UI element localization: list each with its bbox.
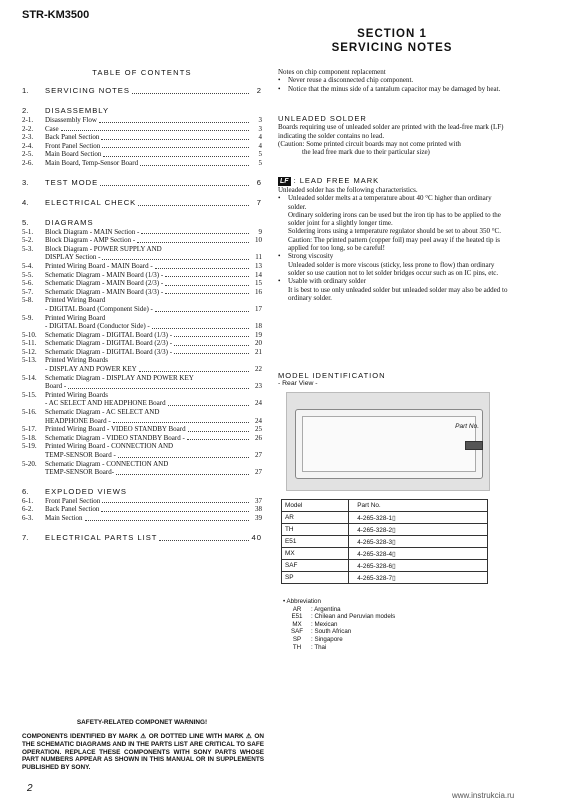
- toc-label: - DIGITAL Board (Conductor Side) -: [45, 322, 150, 331]
- abbreviation-item: [283, 628, 395, 636]
- toc-entry[interactable]: [22, 460, 262, 469]
- section-number: SECTION 1: [357, 28, 427, 40]
- toc-entry[interactable]: [22, 125, 262, 134]
- part-number-label-sticker: [465, 441, 483, 450]
- toc-entry[interactable]: [22, 434, 262, 443]
- toc-entry[interactable]: [22, 391, 262, 400]
- lf-title: : LEAD FREE MARK: [293, 176, 380, 186]
- toc-entry[interactable]: [22, 296, 262, 305]
- toc-number: 5-19.: [22, 442, 37, 451]
- toc-label: Board -: [45, 382, 67, 391]
- toc-leader: [101, 511, 249, 512]
- bullet: •: [278, 277, 281, 286]
- toc-page: 17: [255, 304, 262, 313]
- lf-mark-icon: LF: [280, 178, 289, 185]
- toc-number: 5-8.: [22, 296, 34, 305]
- toc-entry-continuation[interactable]: [22, 253, 262, 262]
- toc-page: 21: [255, 347, 262, 356]
- toc-entry[interactable]: [22, 408, 262, 417]
- toc-page: 40: [251, 532, 262, 542]
- model-part-table: [281, 499, 488, 584]
- toc-label: TEMP-SENSOR Board -: [45, 451, 116, 459]
- abbreviation-meaning: : Thai: [311, 643, 327, 651]
- chip-notes: [278, 68, 508, 93]
- chip-note-1: Never reuse a disconnected chip component.: [288, 76, 414, 85]
- toc-leader: [165, 293, 249, 294]
- toc-leader: [141, 233, 249, 234]
- toc-entry-continuation[interactable]: [22, 417, 262, 426]
- toc-leader: [165, 276, 249, 277]
- toc-number: 5-14.: [22, 373, 37, 382]
- table-row: [282, 536, 488, 548]
- toc-leader: [174, 336, 249, 337]
- toc-page: 27: [255, 451, 262, 459]
- toc-page: 13: [255, 261, 262, 270]
- toc-entry[interactable]: [22, 279, 262, 288]
- toc-leader: [102, 259, 249, 260]
- part-number-cell: 4-265-328-3▯: [349, 536, 488, 548]
- toc-entry[interactable]: [22, 348, 262, 357]
- toc-leader: [155, 268, 249, 269]
- toc-label: Main Board, Temp-Sensor Board: [45, 158, 139, 167]
- toc-leader: [103, 156, 249, 157]
- abbreviation-code: AR: [292, 605, 302, 613]
- toc-heading-disassembly: [22, 106, 262, 116]
- toc-label: Schematic Diagram - MAIN Board (3/3) -: [45, 287, 164, 296]
- model-identification: [278, 372, 508, 389]
- toc-leader: [152, 328, 249, 329]
- toc-page: 22: [255, 365, 262, 374]
- toc-entry-continuation[interactable]: [22, 365, 262, 374]
- lf-point-2a: Unleaded solder is more viscous (sticky, less prone to flow) than ordinary solder so use caution not to let solder bridges occur such as on IC pins, etc.: [288, 260, 499, 277]
- toc-number: 7.: [22, 532, 29, 542]
- toc-entry[interactable]: [22, 159, 262, 168]
- part-number-cell: 4-265-328-1▯: [349, 512, 488, 524]
- toc-entry[interactable]: [22, 288, 262, 297]
- toc-page: 25: [255, 425, 262, 434]
- toc-number: 2-4.: [22, 141, 34, 150]
- toc-page: 24: [255, 399, 262, 408]
- toc-page: 38: [255, 505, 262, 514]
- abbreviation-code: SAF: [290, 628, 304, 636]
- toc-heading-diagrams: [22, 218, 262, 228]
- unleaded-solder-section: [278, 115, 508, 156]
- toc-entry-continuation[interactable]: [22, 322, 262, 331]
- toc-page: 3: [258, 116, 262, 124]
- toc-number: 5-5.: [22, 270, 34, 279]
- toc-page: 4: [258, 141, 262, 150]
- abbreviation-title: • Abbreviation: [283, 598, 321, 605]
- model-cell: E51: [282, 536, 349, 548]
- toc-label: Back Panel Section: [45, 133, 100, 142]
- model-cell: MX: [282, 548, 349, 560]
- toc-number: 5-15.: [22, 390, 37, 399]
- toc-page: 7: [256, 197, 262, 207]
- toc-label: Case: [45, 124, 59, 133]
- model-cell: SAF: [282, 560, 349, 572]
- toc-entry[interactable]: [22, 331, 262, 340]
- toc-number: 1.: [22, 86, 29, 95]
- toc-label: TEST MODE: [45, 177, 99, 187]
- toc-label: ELECTRICAL CHECK: [45, 197, 137, 207]
- toc-label: Front Panel Section: [45, 496, 101, 505]
- col-part-no: Part No.: [349, 500, 488, 512]
- toc-label: Block Diagram - AMP Section -: [45, 236, 136, 245]
- toc-number: 2-6.: [22, 158, 34, 167]
- toc-entry[interactable]: [22, 262, 262, 271]
- toc-leader: [102, 147, 249, 148]
- toc-number: 5-11.: [22, 339, 37, 348]
- toc-entry[interactable]: [22, 514, 262, 523]
- unleaded-caution-2: the lead free mark due to their particular size): [302, 148, 430, 157]
- toc-number: 5-18.: [22, 433, 37, 442]
- toc-page: 9: [258, 227, 262, 236]
- toc-label: Printed Wiring Board: [45, 313, 106, 322]
- toc-leader: [188, 431, 249, 432]
- toc-leader: [99, 122, 249, 123]
- toc-leader: [85, 520, 249, 521]
- abbreviation-item: [283, 613, 395, 621]
- toc-entry[interactable]: [22, 374, 262, 383]
- lf-intro: Unleaded solder has the following characteristics.: [278, 186, 418, 194]
- abbreviation-meaning: : Argentina: [311, 605, 341, 613]
- toc-label: Main Section: [45, 513, 83, 522]
- lf-point-1: Unleaded solder melts at a temperature about 40 °C higher than ordinary solder.: [288, 194, 492, 211]
- toc-page: 5: [258, 158, 262, 167]
- table-row: [282, 548, 488, 560]
- toc-entry[interactable]: [22, 133, 262, 142]
- abbreviation-meaning: : Mexican: [311, 620, 338, 628]
- abbreviation-meaning: : Singapore: [311, 635, 343, 643]
- toc-leader: [61, 130, 249, 131]
- abbreviation-item: [283, 621, 395, 629]
- abbreviation-item: [283, 636, 395, 644]
- toc-leader: [116, 474, 249, 475]
- toc-disassembly-list: [22, 116, 262, 168]
- toc-number: 5-6.: [22, 279, 34, 288]
- toc-number: 5-17.: [22, 425, 37, 434]
- toc-number: 5-1.: [22, 227, 34, 236]
- toc-number: 6-3.: [22, 513, 34, 522]
- toc-leader: [138, 205, 249, 206]
- toc-entry-continuation[interactable]: [22, 382, 262, 391]
- toc-number: 4.: [22, 197, 29, 207]
- toc-leader: [101, 139, 249, 140]
- abbreviation-code: SP: [292, 635, 302, 643]
- toc-entry-continuation[interactable]: [22, 305, 262, 314]
- table-row: [282, 572, 488, 584]
- toc-label: Schematic Diagram - AC SELECT AND: [45, 408, 160, 417]
- model-cell: TH: [282, 524, 349, 536]
- toc-label: Schematic Diagram - DIGITAL Board (2/3) -: [45, 339, 173, 348]
- toc-label: TEMP-SENSOR Board-: [45, 468, 115, 477]
- lf-point-2: Strong viscosity: [288, 252, 334, 261]
- lf-point-3a: It is best to use only unleaded solder but unleaded solder may also be added to ordinary solder.: [288, 285, 508, 302]
- toc-page: 18: [255, 322, 262, 331]
- table-row: [282, 560, 488, 572]
- toc-number: 5-16.: [22, 408, 37, 417]
- part-number-cell: 4-265-328-4▯: [349, 548, 488, 560]
- abbreviation-meaning: : Chilean and Peruvian models: [311, 613, 396, 621]
- toc-page: 24: [255, 416, 262, 425]
- toc-label: Printed Wiring Board - MAIN Board -: [45, 261, 153, 270]
- toc-number: 5-12.: [22, 347, 37, 356]
- toc-page: 26: [255, 433, 262, 442]
- toc-number: 5-7.: [22, 287, 34, 296]
- unit-rear-panel: [295, 409, 483, 479]
- toc-page: 6: [256, 177, 262, 187]
- toc-number: 2-5.: [22, 150, 34, 159]
- table-row: [282, 524, 488, 536]
- toc-leader: [165, 285, 249, 286]
- rear-view-photo: [286, 392, 490, 491]
- part-number-cell: 4-265-328-2▯: [349, 524, 488, 536]
- toc-entry[interactable]: [22, 116, 262, 125]
- abbreviation-list: [283, 598, 395, 651]
- toc-page: 4: [258, 133, 262, 142]
- toc-label: Schematic Diagram - CONNECTION AND: [45, 459, 169, 468]
- toc-label: - AC SELECT AND HEADPHONE Board: [45, 399, 166, 408]
- toc-label: Printed Wiring Board - CONNECTION AND: [45, 442, 174, 451]
- toc-entry-electrical-check[interactable]: [22, 198, 262, 208]
- watermark-link[interactable]: www.instrukcia.ru: [452, 791, 515, 800]
- toc-entry[interactable]: [22, 425, 262, 434]
- lead-free-section: [278, 177, 508, 302]
- toc-label: Schematic Diagram - DIGITAL Board (3/3) -: [45, 347, 173, 356]
- toc-number: 5-13.: [22, 356, 37, 365]
- toc-page: 5: [258, 150, 262, 159]
- toc-page: 15: [255, 279, 262, 288]
- unleaded-title: UNLEADED SOLDER: [278, 114, 367, 123]
- toc-label: Block Diagram - MAIN Section -: [45, 227, 140, 236]
- toc-entry[interactable]: [22, 245, 262, 254]
- toc-label: Schematic Diagram - MAIN Board (2/3) -: [45, 279, 164, 288]
- toc-page: 2: [256, 86, 262, 95]
- section-title: SERVICING NOTES: [331, 42, 453, 54]
- toc-label: Front Panel Section: [45, 141, 101, 150]
- toc-leader: [155, 311, 249, 312]
- part-number-cell: 4-265-328-7▯: [349, 572, 488, 584]
- toc-entry[interactable]: [22, 442, 262, 451]
- toc-leader: [187, 439, 249, 440]
- toc-label: Schematic Diagram - VIDEO STANDBY Board -: [45, 433, 185, 442]
- toc-page: 27: [255, 468, 262, 477]
- toc-number: 3.: [22, 177, 29, 187]
- table-header-row: [282, 500, 488, 512]
- chip-notes-title: Notes on chip component replacement: [278, 68, 386, 76]
- toc-leader: [174, 353, 249, 354]
- toc-label: ELECTRICAL PARTS LIST: [45, 532, 158, 542]
- toc-number: 5-10.: [22, 330, 37, 339]
- toc-label: DISASSEMBLY: [45, 106, 110, 115]
- toc-number: 6.: [22, 486, 29, 496]
- toc-page: 10: [255, 236, 262, 245]
- toc-entry-continuation[interactable]: [22, 451, 262, 460]
- toc-number: 2-3.: [22, 133, 34, 142]
- safety-warning-body: COMPONENTS IDENTIFIED BY MARK ⚠ OR DOTTED LINE WITH MARK ⚠ ON THE SCHEMATIC DIAGRAMS AND IN THE PARTS LIST ARE CRITICAL TO SAFE OPERATION. REPLACE THESE COMPONENTS WITH SONY PARTS WHOSE PART NUMBERS APPEAR AS SHOWN IN THIS MANUAL OR IN SUPPLEMENTS PUBLISHED BY SONY.: [22, 733, 264, 772]
- chip-note-2: Notice that the minus side of a tantalum capacitor may be damaged by heat.: [288, 84, 501, 93]
- unleaded-body: Boards requiring use of unleaded solder are printed with the lead-free mark (LF) indicating the solder contains no lead.: [278, 123, 504, 140]
- toc-label: Printed Wiring Board: [45, 296, 106, 305]
- toc-number: 2-1.: [22, 116, 34, 124]
- toc-leader: [100, 185, 249, 186]
- toc-page: 39: [255, 513, 262, 522]
- toc-entry-continuation[interactable]: [22, 399, 262, 408]
- toc-label: Printed Wiring Boards: [45, 356, 108, 365]
- toc-entry[interactable]: [22, 505, 262, 514]
- toc-number: 6-2.: [22, 505, 34, 514]
- model-id-title: MODEL IDENTIFICATION: [278, 371, 386, 380]
- toc-label: Block Diagram - POWER SUPPLY AND: [45, 244, 162, 253]
- toc-page: 37: [255, 496, 262, 505]
- toc-page: 19: [255, 330, 262, 339]
- toc-label: Main Board Section: [45, 150, 102, 159]
- bullet: •: [278, 76, 281, 85]
- toc-label: SERVICING NOTES: [45, 86, 130, 95]
- toc-label: DISPLAY Section -: [45, 253, 101, 262]
- abbreviation-code: E51: [291, 613, 303, 621]
- toc-diagrams-list: [22, 228, 262, 477]
- part-number-callout: Part No.: [455, 423, 479, 430]
- toc-page: 14: [255, 270, 262, 279]
- toc-label: Disassembly Flow: [45, 116, 97, 124]
- abbreviation-item: [283, 606, 395, 614]
- toc-number: 5.: [22, 217, 29, 227]
- toc-label: Back Panel Section: [45, 505, 100, 514]
- toc-label: Printed Wiring Boards: [45, 390, 108, 399]
- model-cell: SP: [282, 572, 349, 584]
- toc-leader: [113, 422, 249, 423]
- lf-point-1b: Soldering irons using a temperature regulator should be set to about 350 °C.: [288, 227, 501, 236]
- toc-entry[interactable]: [22, 150, 262, 159]
- toc-number: 5-20.: [22, 459, 37, 468]
- toc-number: 5-4.: [22, 261, 34, 270]
- abbreviation-code: MX: [292, 620, 302, 628]
- toc-leader: [132, 93, 249, 94]
- toc-number: 5-3.: [22, 244, 34, 253]
- toc-leader: [174, 345, 249, 346]
- safety-warning-title: SAFETY-RELATED COMPONET WARNING!: [76, 719, 208, 726]
- toc-exploded-list: [22, 497, 262, 523]
- toc-entry-servicing-notes[interactable]: [22, 86, 262, 96]
- toc-number: 5-2.: [22, 236, 34, 245]
- bullet: •: [278, 84, 281, 93]
- toc-number: 6-1.: [22, 496, 34, 505]
- toc-entry[interactable]: [22, 142, 262, 151]
- model-id-view: - Rear View -: [278, 380, 318, 388]
- toc-entry[interactable]: [22, 314, 262, 323]
- toc-leader: [118, 457, 249, 458]
- toc-label: EXPLODED VIEWS: [45, 486, 127, 496]
- bullet: •: [278, 194, 281, 203]
- toc-entry[interactable]: [22, 271, 262, 280]
- toc-label: Schematic Diagram - DIGITAL Board (1/3) -: [45, 330, 173, 339]
- lf-point-1c: Caution: The printed pattern (copper foil) may peel away if the heated tip is applied for too long, so be careful!: [288, 235, 500, 253]
- toc-entry[interactable]: [22, 356, 262, 365]
- toc-number: 2-2.: [22, 124, 34, 133]
- table-row: [282, 512, 488, 524]
- toc-leader: [139, 371, 249, 372]
- toc-label: Schematic Diagram - DISPLAY AND POWER KEY: [45, 373, 194, 382]
- table-of-contents: [22, 86, 262, 543]
- toc-leader: [168, 405, 249, 406]
- toc-label: Printed Wiring Board - VIDEO STANDBY Board: [45, 425, 186, 434]
- toc-label: - DIGITAL Board (Component Side) -: [45, 304, 153, 313]
- toc-page: 11: [255, 253, 262, 262]
- toc-label: HEADPHONE Board -: [45, 416, 111, 425]
- toc-entry[interactable]: [22, 497, 262, 506]
- toc-label: DIAGRAMS: [45, 217, 94, 227]
- toc-label: - DISPLAY AND POWER KEY: [45, 365, 137, 374]
- toc-leader: [137, 242, 249, 243]
- unleaded-caution-1: (Caution: Some printed circuit boards may not come printed with: [278, 139, 461, 148]
- toc-page: 3: [258, 124, 262, 133]
- abbreviation-item: [283, 644, 395, 652]
- model-header: STR-KM3500: [22, 9, 90, 21]
- toc-number: 5-9.: [22, 313, 34, 322]
- toc-entry[interactable]: [22, 228, 262, 237]
- toc-entry-parts-list[interactable]: [22, 533, 262, 543]
- lf-point-3: Usable with ordinary solder: [288, 277, 366, 286]
- abbreviation-code: TH: [292, 643, 302, 651]
- toc-page: 23: [255, 382, 262, 391]
- part-number-cell: 4-265-328-6▯: [349, 560, 488, 572]
- toc-entry-test-mode[interactable]: [22, 178, 262, 188]
- model-cell: AR: [282, 512, 349, 524]
- toc-page: 20: [255, 339, 262, 348]
- toc-number: 2.: [22, 106, 29, 115]
- toc-entry[interactable]: [22, 339, 262, 348]
- bullet: •: [278, 252, 281, 261]
- toc-entry[interactable]: [22, 236, 262, 245]
- toc-leader: [68, 388, 249, 389]
- page-number: 2: [27, 783, 33, 794]
- lf-point-1a: Ordinary soldering irons can be used but the iron tip has to be applied to the solder joint for a slightly longer time.: [288, 210, 501, 228]
- abbreviation-meaning: : South African: [311, 628, 352, 636]
- toc-leader: [159, 540, 249, 541]
- toc-label: Schematic Diagram - MAIN Board (1/3) -: [45, 270, 164, 279]
- toc-entry-continuation[interactable]: [22, 468, 262, 477]
- toc-leader: [140, 165, 249, 166]
- toc-page: 16: [255, 287, 262, 296]
- toc-leader: [102, 502, 249, 503]
- col-model: Model: [282, 500, 349, 512]
- toc-heading-exploded-views: [22, 487, 262, 497]
- toc-title: TABLE OF CONTENTS: [92, 68, 192, 77]
